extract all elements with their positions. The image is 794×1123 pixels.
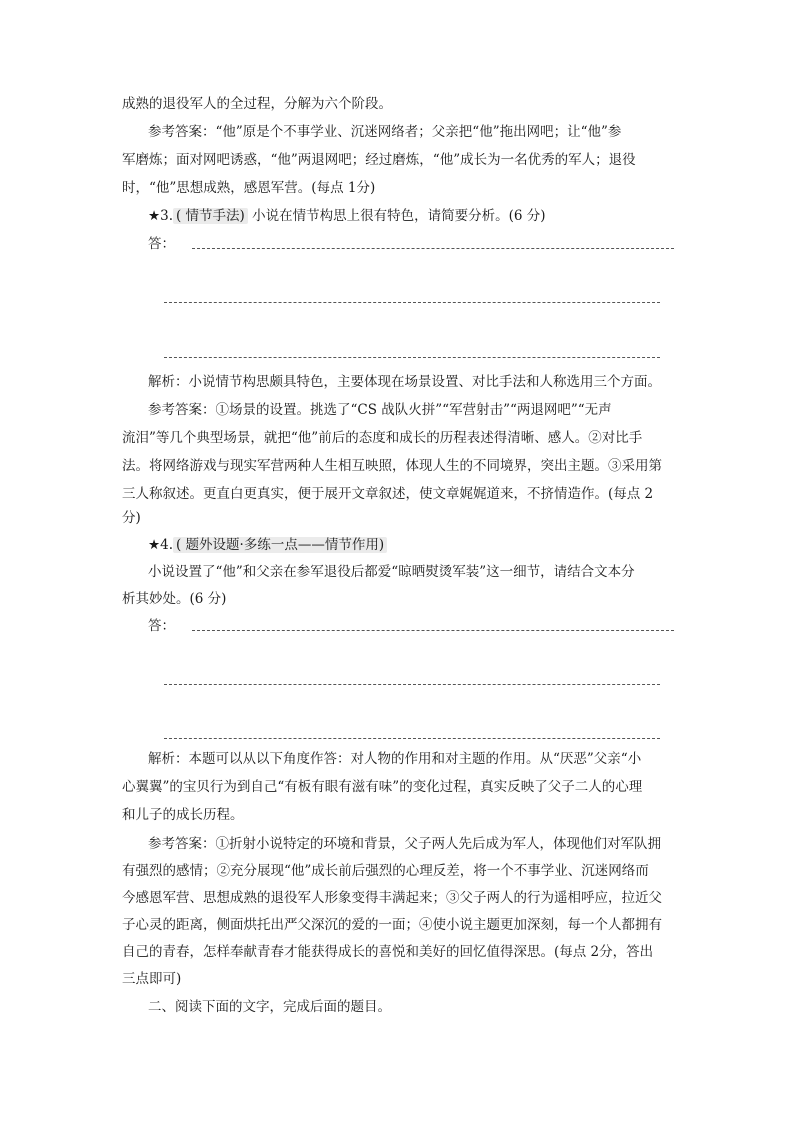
text-line: 自己的青春，怎样奉献青春才能获得成长的喜悦和美好的回忆值得深思。(每点 2分，答出 (122, 944, 654, 960)
text-line: 时，“他”思想成熟，感恩军营。(每点 1分) (122, 180, 376, 196)
text-line: 三点即可) (122, 971, 182, 987)
text-line: 心翼翼”的宝贝行为到自己“有板有眼有滋有味”的变化过程，真实反映了父子二人的心理 (122, 779, 643, 795)
text-line: 今感恩军营、思想成熟的退役军人形象变得丰满起来；③父子两人的行为遥相呼应，拉近父 (122, 890, 662, 906)
question-tag: ( 情节手法) (173, 208, 248, 224)
section-heading: 二、阅读下面的文字，完成后面的题目。 (148, 999, 391, 1015)
text-line: 法。将网络游戏与现实军营两种人生相互映照，体现人生的不同境界，突出主题。③采用第 (122, 458, 662, 474)
question-4-text: 小说设置了“他”和父亲在参军退役后都爱“晾晒熨烫军装”这一细节，请结合文本分 (148, 564, 635, 580)
reference-answer-4: 参考答案：①折射小说特定的环境和背景，父子两人先后成为军人，体现他们对军队拥 (148, 836, 661, 852)
text-line: 成熟的退役军人的全过程，分解为六个阶段。 (122, 96, 392, 112)
text-line: 子心灵的距离，侧面烘托出严父深沉的爱的一面；④使小说主题更加深刻，每一个人都拥有 (122, 917, 662, 933)
text-line: 分) (122, 510, 141, 526)
answer-blank-line (192, 630, 674, 631)
text-line: 有强烈的感情；②充分展现“他”成长前后强烈的心理反差，将一个不事学业、沉迷网络而 (122, 863, 649, 879)
text-line: 流泪”等几个典型场景，就把“他”前后的态度和成长的历程表述得清晰、感人。②对比手 (122, 430, 643, 446)
text-line: 军磨炼；面对网吧诱惑，“他”两退网吧；经过磨炼，“他”成长为一名优秀的军人；退役 (122, 152, 636, 168)
reference-answer-3: 参考答案：①场景的设置。挑选了“CS 战队火拼”“军营射击”“两退网吧”“无声 (148, 402, 612, 418)
text-line: 和儿子的成长历程。 (122, 807, 244, 823)
answer-blank-line (164, 302, 660, 303)
text-line: 三人称叙述。更直白更真实，便于展开文章叙述，使文章娓娓道来，不挤情造作。(每点 2 (122, 486, 654, 502)
answer-blank-line (164, 684, 660, 685)
analysis-4: 解析：本题可以从以下角度作答：对人物的作用和对主题的作用。从“厌恶”父亲“小 (148, 751, 642, 767)
question-tag: ( 题外设题·多练一点——情节作用) (173, 537, 387, 553)
question-4 (148, 535, 387, 555)
answer-label: 答： (148, 618, 175, 634)
answer-label: 答： (148, 236, 175, 252)
answer-blank-line (164, 738, 660, 739)
answer-blank-line (192, 248, 674, 249)
analysis-3: 解析：小说情节构思颇具特色，主要体现在场景设置、对比手法和人称选用三个方面。 (148, 374, 661, 390)
answer-blank-line (164, 357, 660, 358)
text-line: 析其妙处。(6 分) (122, 591, 227, 607)
question-number: ★3. (148, 208, 173, 224)
reference-answer-1: 参考答案：“他”原是个不事学业、沉迷网络者；父亲把“他”拖出网吧；让“他”参 (148, 124, 622, 140)
question-3 (148, 206, 546, 226)
question-text: 小说在情节构思上很有特色，请简要分析。(6 分) (252, 208, 546, 224)
question-number: ★4. (148, 537, 173, 553)
